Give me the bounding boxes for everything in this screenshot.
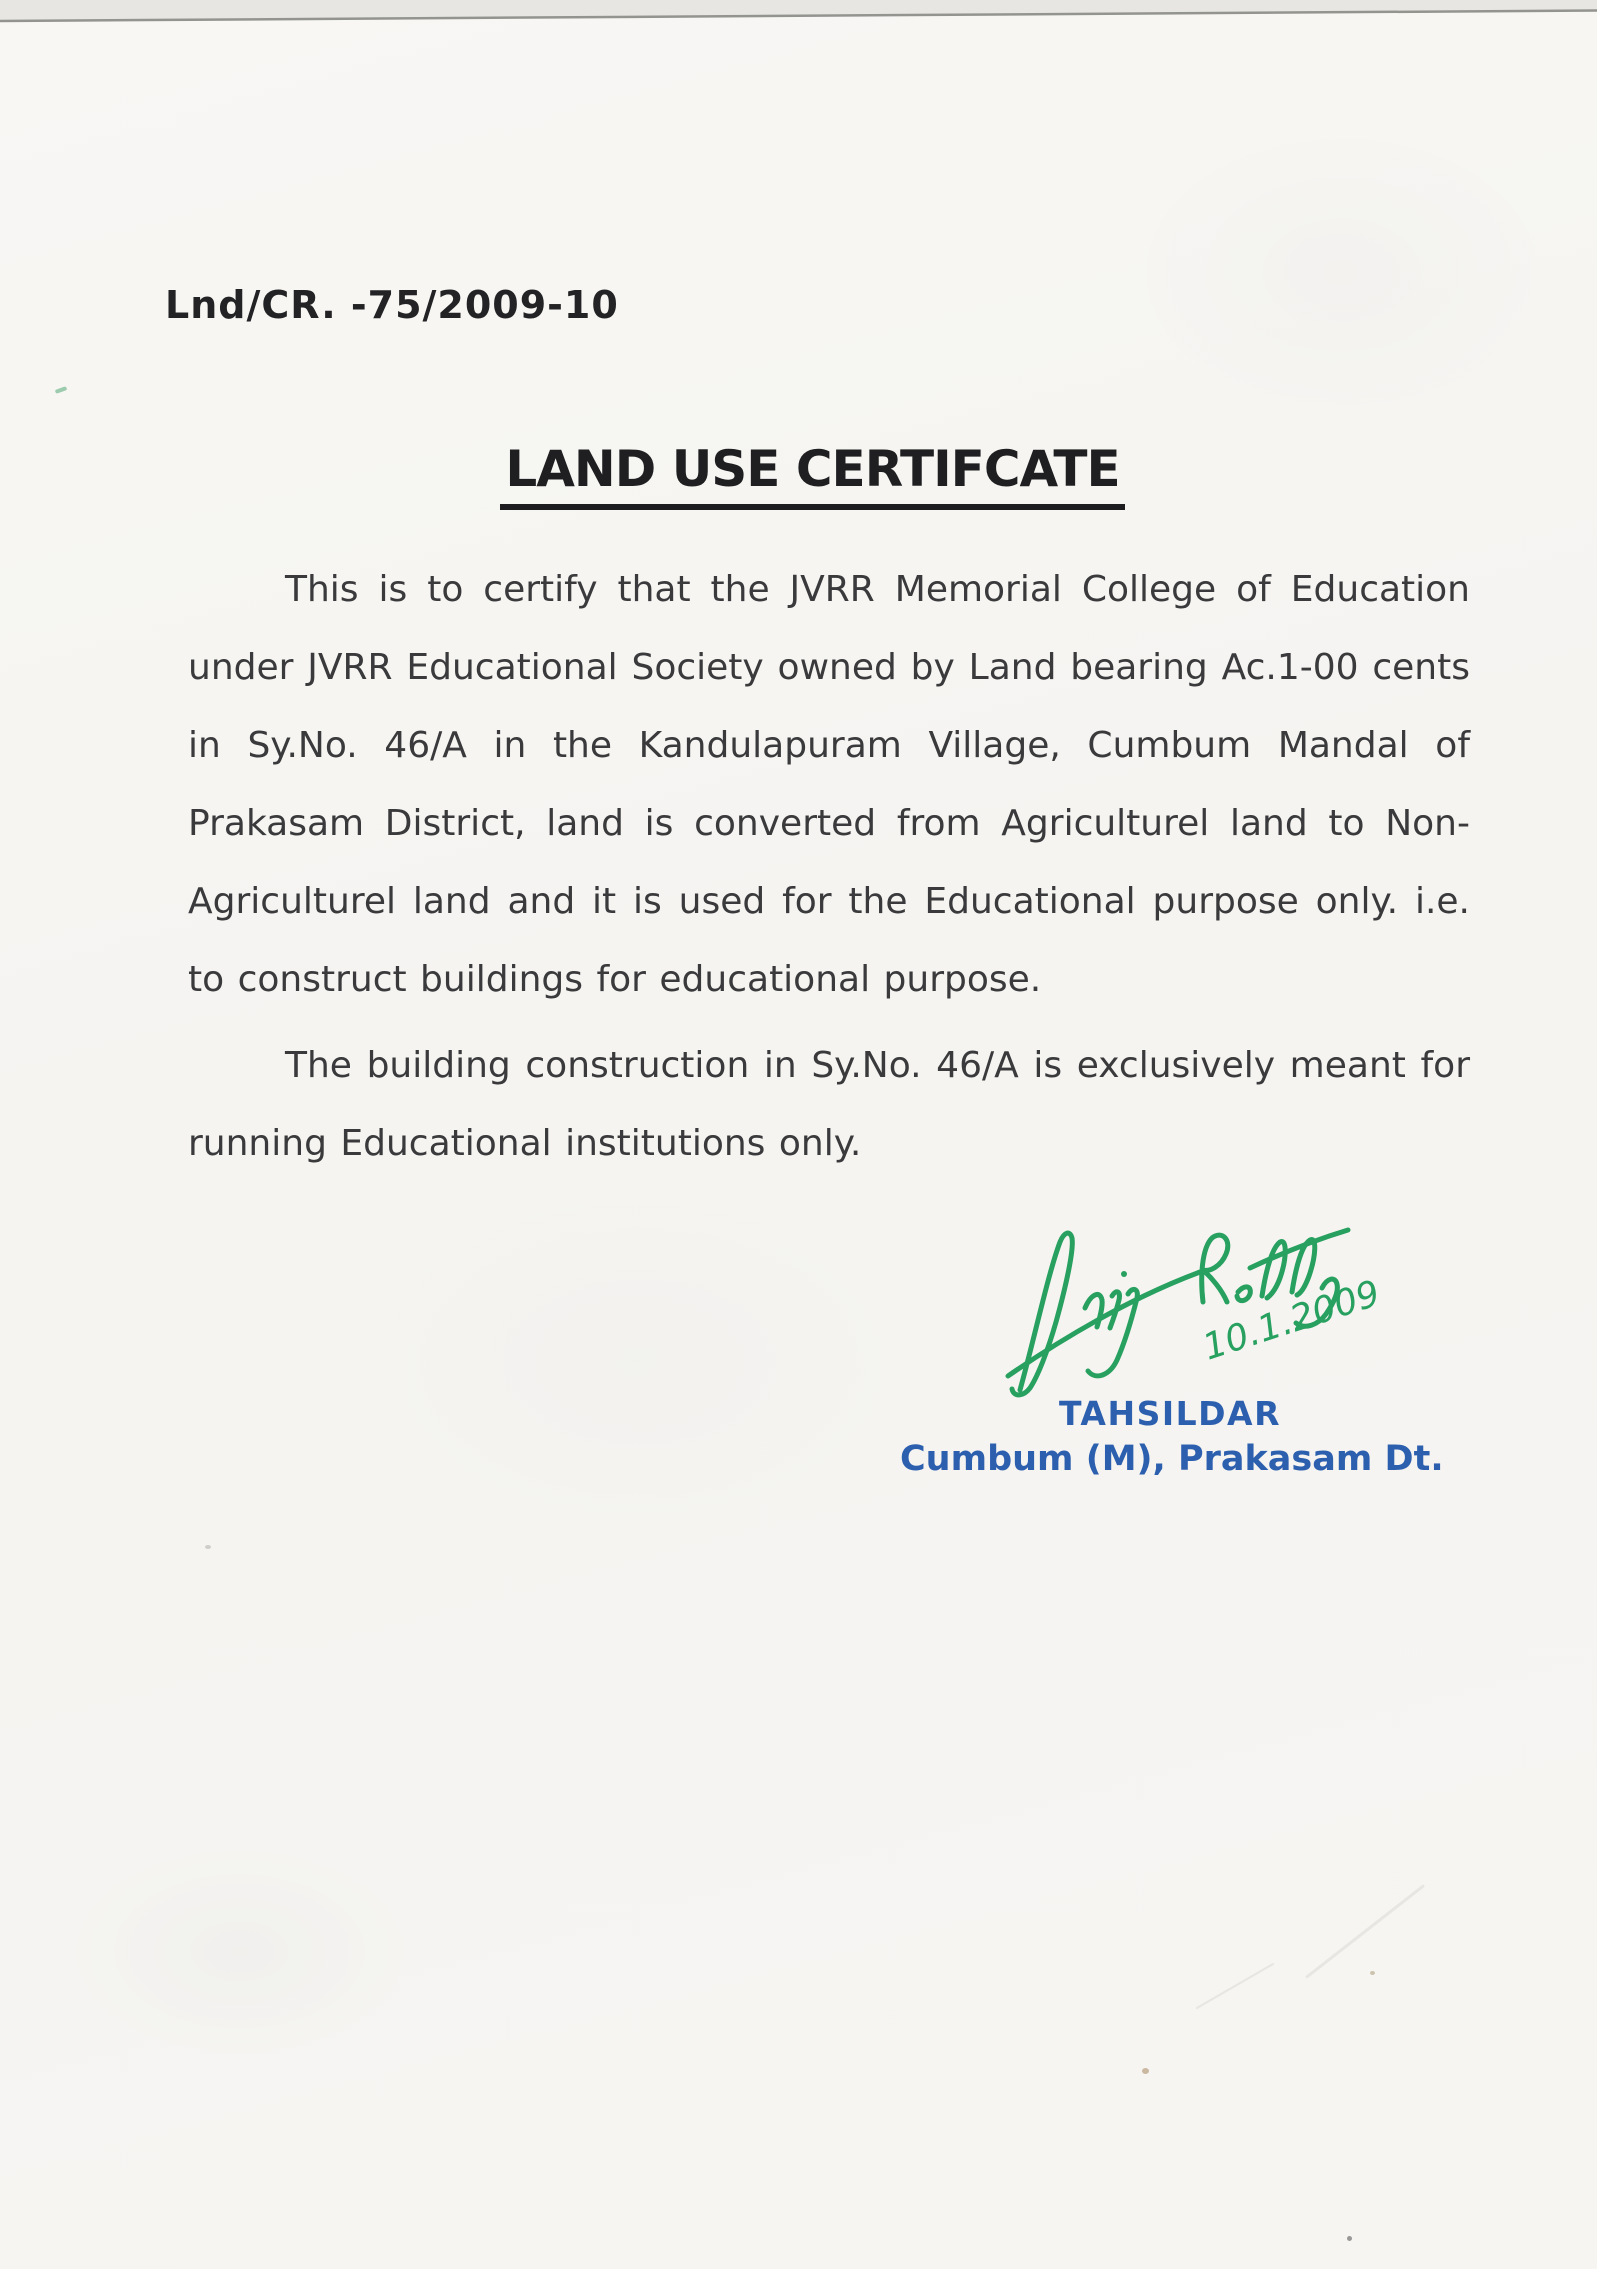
reference-number: Lnd/CR. -75/2009-10 [165,283,619,327]
ink-speck [55,386,68,394]
signature-block [900,1394,1444,1479]
signature-date: 10.1.2009 [1198,1272,1386,1369]
signature-stroke [1202,1235,1228,1302]
certificate-paragraph-2: The building construction in Sy.No. 46/A is exclusively meant for running Educational institutions only. [188,1045,1470,1164]
paper-speck [1370,1971,1375,1975]
paper-speck [1142,2068,1149,2074]
signature-stroke [1262,1241,1285,1298]
certificate-body [188,551,1470,1183]
signatory-title: TAHSILDAR [1058,1394,1282,1433]
signature-stroke [1237,1287,1250,1301]
signatory-location: Cumbum (M), Prakasam Dt. [900,1439,1444,1479]
paper-crease [1196,1963,1275,2010]
paper-speck [1347,2236,1352,2241]
scan-edge-artifact [0,0,1597,30]
paper-speck [205,1545,211,1549]
paper-crease [1305,1884,1425,1979]
signature-dot [1121,1271,1127,1277]
certificate-paragraph-1: This is to certify that the JVRR Memorial College of Education under JVRR Educational Society owned by Land bearing Ac.1-00 cents in Sy.No. 46/A in the Kandulapuram Village, Cumbum Mandal of Prakasam District, land is converted from Agriculturel land to Non-Agriculturel land and it is used for the Educational purpose only. i.e. to construct buildings for educational purpose. [188,569,1470,1000]
title-row [14,440,1597,510]
certificate-title: LAND USE CERTIFCATE [500,440,1124,510]
signature-stroke [1012,1233,1072,1395]
